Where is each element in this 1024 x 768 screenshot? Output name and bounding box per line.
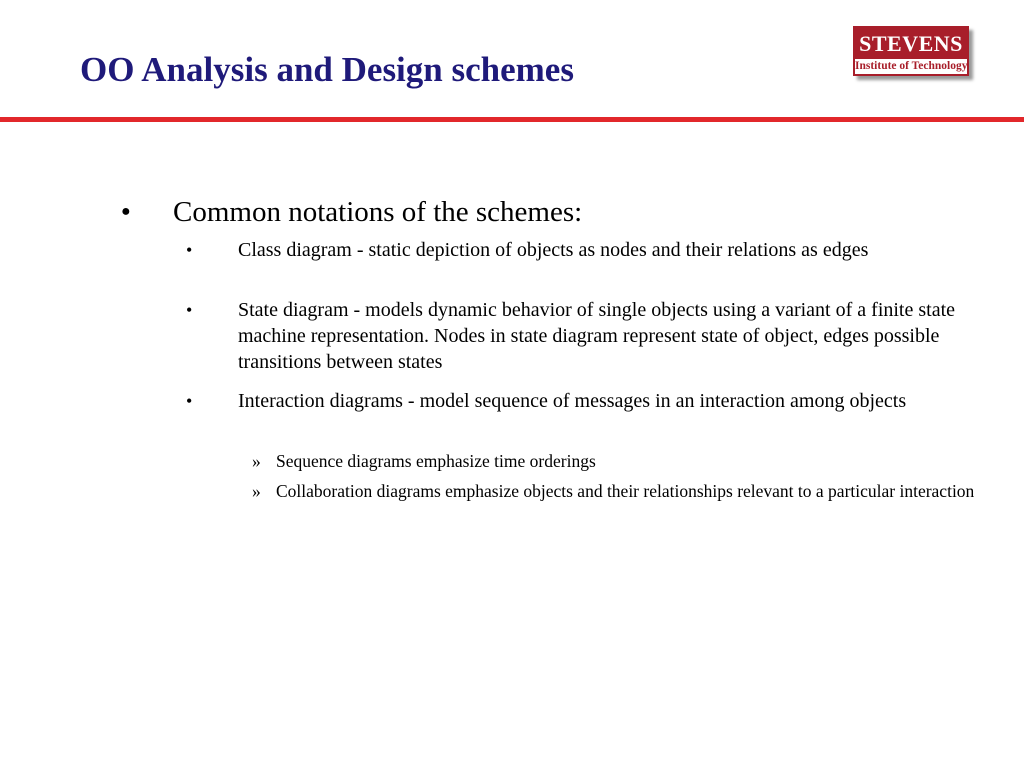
logo-name: STEVENS <box>855 28 967 59</box>
bullet-icon: • <box>186 240 193 260</box>
chevron-bullet-icon: » <box>252 451 261 471</box>
bullet-icon: • <box>186 300 193 320</box>
class-diagram-item: Class diagram - static depiction of objects as nodes and their relations as edges <box>238 239 869 261</box>
collaboration-diagrams-item: Collaboration diagrams emphasize objects and their relationships relevant to a particular interaction <box>276 481 975 501</box>
state-diagram-item: State diagram - models dynamic behavior of single objects using a variant of a finite state machine representation. Nodes in state diagram represent state of object, edges possible transitions between states <box>238 299 956 373</box>
logo-subtitle: Institute of Technology <box>855 60 968 72</box>
chevron-bullet-icon: » <box>252 481 261 501</box>
title-divider <box>0 117 1024 122</box>
stevens-logo <box>853 26 969 76</box>
slide-title: OO Analysis and Design schemes <box>80 50 574 89</box>
interaction-diagrams-item: Interaction diagrams - model sequence of messages in an interaction among objects <box>238 390 907 412</box>
sequence-diagrams-item: Sequence diagrams emphasize time orderings <box>276 451 596 471</box>
bullet-icon: ● <box>121 203 131 220</box>
main-bullet-heading: Common notations of the schemes: <box>173 196 583 228</box>
bullet-icon: • <box>186 391 193 411</box>
